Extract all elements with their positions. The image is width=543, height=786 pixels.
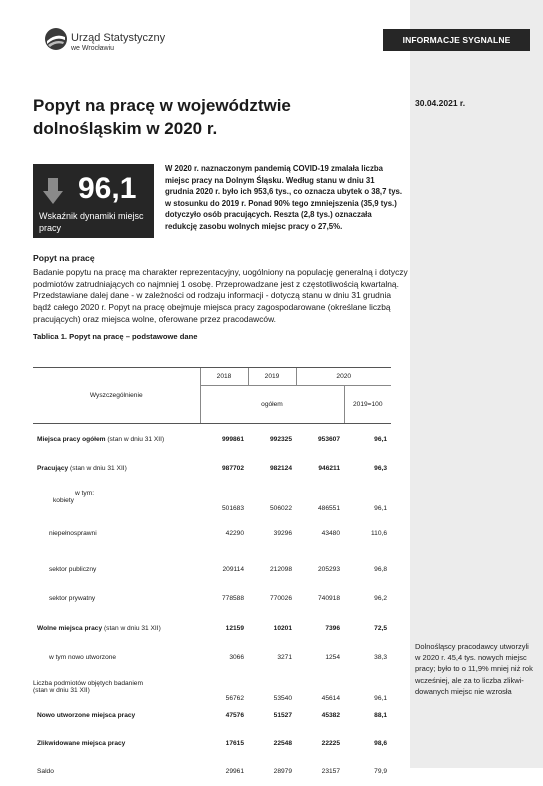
cell-2018: 12159 <box>225 625 244 632</box>
cell-2020: 740918 <box>317 595 340 602</box>
cell-2018: 56762 <box>225 694 244 702</box>
cell-2018: 47576 <box>225 712 244 719</box>
cell-index: 38,3 <box>374 654 387 661</box>
row-label: Liczba podmiotów objętych badaniem <box>33 679 143 687</box>
cell-2019: 53540 <box>273 694 292 702</box>
cell-index: 72,5 <box>374 625 387 632</box>
cell-2020: 205293 <box>317 566 340 573</box>
row-label: Wolne miejsca pracy <box>37 625 103 632</box>
row-label: Miejsca pracy ogółem <box>37 436 106 444</box>
table-row <box>33 672 391 702</box>
org-name: Urząd Statystyczny <box>71 32 166 44</box>
lead-paragraph: W 2020 r. naznaczonym pandemią COVID-19 zmalała liczba miejsc pracy na Dolnym Śląsku. Według stanu w dniu 31 grudnia 2020 r. było ich 953,6 tys., co oznacza ubytek o 38,7 tys. w stosunku do 2019 r. Ponad 90% tego zmniejszenia (35,9 tys.) dotyczyło osób pracujących. Reszta (2,8 tys.) oznaczała redukcję zasobu wolnych miejsc pracy o 27,5%. <box>165 164 403 231</box>
table-row <box>33 482 391 512</box>
key-indicator-box <box>33 164 154 238</box>
cell-index: 96,3 <box>374 465 387 472</box>
cell-2020: 7396 <box>325 625 340 632</box>
cell-2020: 23157 <box>321 768 340 775</box>
table-row <box>33 758 391 786</box>
cell-index: 88,1 <box>374 712 387 719</box>
cell-2020: 953607 <box>317 436 340 444</box>
cell-2019: 22548 <box>273 740 292 747</box>
row-label-sub: (stan w dniu 31 XII) <box>33 686 90 694</box>
table-row <box>33 730 391 758</box>
row-label: w tym nowo utworzone <box>49 654 117 661</box>
cell-2018: 501683 <box>221 504 244 512</box>
table-row <box>33 556 391 584</box>
table-row <box>33 512 391 556</box>
page-title: Popyt na pracę w województwie dolnośląskim w 2020 r. <box>33 96 291 138</box>
cell-2020: 22225 <box>321 740 340 747</box>
body-paragraph: Badanie popytu na pracę ma charakter reprezentacyjny, uogólniony na populację generalną i dotyczy podmiotów zatrudniających co najmniej 1 osobę. Przeprowadzane jest z częstotliwością kwartalną. Przedstawiane dalej dane - w zależności od rodzaju informacji - dotyczą stanu w dniu 31 grudnia bądź całego 2020 r. Popyt na pracę obejmuje miejsca pracy zagospodarowane (określane liczbą pracujących) oraz miejsca wolne, oferowane przez pracodawców. <box>33 267 408 324</box>
table-row <box>33 644 391 672</box>
publication-date: 30.04.2021 r. <box>415 98 466 108</box>
total-header: ogółem <box>200 386 344 424</box>
row-label: w tym: <box>75 489 95 497</box>
cell-2020: 486551 <box>317 504 340 512</box>
cell-index: 96,8 <box>374 566 387 573</box>
row-label-sub: kobiety <box>53 496 74 504</box>
key-indicator-label: Wskaźnik dynamiki miejsc pracy <box>39 211 144 233</box>
org-city: we Wrocławiu <box>71 45 115 52</box>
cell-2018: 3066 <box>229 654 244 661</box>
cell-2020: 43480 <box>321 530 340 537</box>
cell-index: 96,1 <box>374 694 387 702</box>
stub-header: Wyszczególnienie <box>33 368 200 424</box>
arrow-down-icon <box>43 178 63 204</box>
cell-2020: 1254 <box>325 654 340 661</box>
publication-type-badge: INFORMACJE SYGNALNE <box>383 29 530 51</box>
cell-2018: 42290 <box>225 530 244 537</box>
cell-2019: 212098 <box>269 566 292 573</box>
table-row <box>33 424 391 456</box>
row-label: Saldo <box>37 768 54 775</box>
cell-2019: 506022 <box>269 504 292 512</box>
table-row <box>33 702 391 730</box>
cell-2018: 987702 <box>221 465 244 472</box>
index-header: 2019=100 <box>344 386 391 424</box>
cell-2018: 778588 <box>221 595 244 602</box>
key-indicator-value: 96,1 <box>78 172 137 205</box>
cell-2018: 999861 <box>221 436 244 444</box>
table-row <box>33 584 391 614</box>
cell-index: 79,9 <box>374 768 387 775</box>
cell-index: 96,1 <box>374 436 387 444</box>
row-label: niepełnosprawni <box>49 530 97 537</box>
cell-2019: 10201 <box>273 625 292 632</box>
table-row <box>33 456 391 482</box>
cell-2020: 45382 <box>321 712 340 719</box>
cell-2019: 770026 <box>269 595 292 602</box>
cell-index: 110,6 <box>370 530 387 537</box>
row-label: Nowo utworzone miejsca pracy <box>37 712 136 719</box>
year-2018-header: 2018 <box>200 368 248 386</box>
cell-2020: 45614 <box>321 694 340 702</box>
data-table <box>33 367 391 786</box>
row-label-suffix: (stan w dniu 31 XII) <box>105 436 165 444</box>
cell-index: 98,6 <box>374 740 387 747</box>
row-label: sektor prywatny <box>49 595 96 602</box>
cell-2018: 29961 <box>225 768 244 775</box>
section-title: Popyt na pracę <box>33 253 95 263</box>
cell-2019: 28979 <box>273 768 292 775</box>
cell-2019: 39296 <box>273 530 292 537</box>
row-label: Zlikwidowane miejsca pracy <box>37 740 126 747</box>
cell-2018: 17615 <box>225 740 244 747</box>
cell-2019: 3271 <box>277 654 292 661</box>
logo-icon <box>44 27 68 51</box>
row-label-suffix: (stan w dniu 31 XII) <box>68 465 127 472</box>
year-2020-header: 2020 <box>296 368 391 386</box>
cell-2019: 992325 <box>269 436 292 444</box>
cell-index: 96,2 <box>374 595 387 602</box>
row-label: sektor publiczny <box>49 566 97 573</box>
table-caption: Tablica 1. Popyt na pracę – podstawowe dane <box>33 332 198 341</box>
cell-2019: 51527 <box>273 712 292 719</box>
cell-index: 96,1 <box>374 504 387 512</box>
table-row <box>33 614 391 644</box>
cell-2020: 946211 <box>318 465 340 472</box>
cell-2019: 982124 <box>269 465 292 472</box>
row-label-suffix: (stan w dniu 31 XII) <box>102 625 161 632</box>
cell-2018: 209114 <box>222 566 244 573</box>
side-note: Dolnośląscy pracodawcy utworzyli w 2020 r. 45,4 tys. nowych miejsc pracy; było to o 11,9% mniej niż rok wcześniej, ale za to liczba zlikwidowanych miejsc nie wzrosła <box>415 642 533 696</box>
row-label: Pracujący <box>37 465 69 472</box>
year-2019-header: 2019 <box>248 368 296 386</box>
